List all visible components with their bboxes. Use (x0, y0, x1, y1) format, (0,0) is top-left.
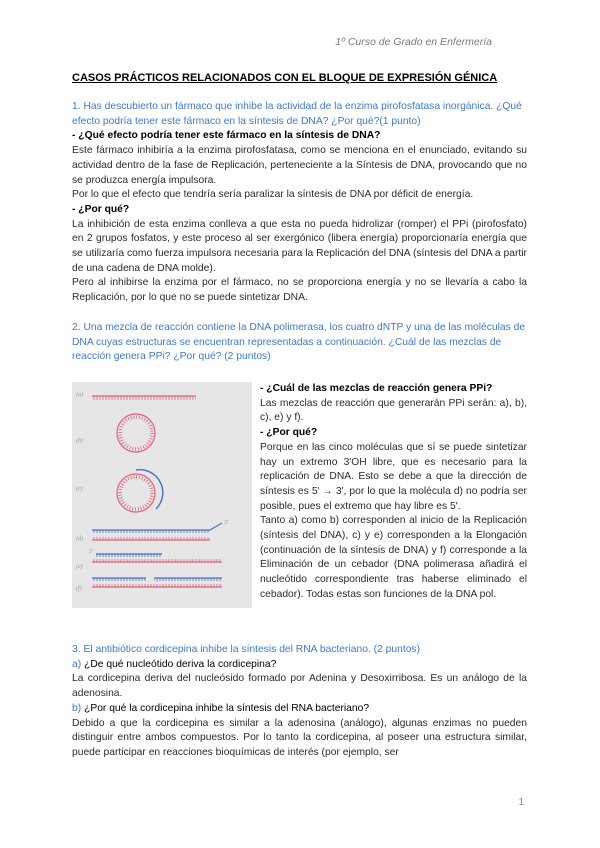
q2-answer-why: Porque en las cinco moléculas que sí se puede sintetizar hay un extremo 3'OH libre, que es necesario para la replicación de DNA. Esto se debe a que la dirección de síntesis es 5' → 3', por lo que la molécula d) no podría ser posible, pues el extremo que hay libre es 5'. (260, 441, 527, 512)
strand-f-top-left-bases (92, 578, 146, 581)
question-1-section (72, 100, 527, 306)
strand-e-top-bases (96, 554, 162, 557)
q3-part-a-label: a) (72, 658, 82, 670)
q3-part-a-answer: La cordicepina deriva del nucleósido formado por Adenina y Desoxirribosa. Es un análogo de la adenosina. (72, 673, 527, 700)
strand-d-bottom-bases (92, 537, 210, 540)
end-5-label: 5' (89, 549, 94, 555)
document-title: CASOS PRÁCTICOS RELACIONADOS CON EL BLOQUE DE EXPRESIÓN GÉNICA (72, 72, 498, 84)
question-1-text: 1. Has descubierto un fármaco que inhibe la actividad de la enzima pirofosfatasa inorgánica. ¿Qué efecto podría tener este fármaco en la síntesis de DNA? ¿Por qué?(1 punto) (72, 101, 522, 127)
question-2-text: 2. Una mezcla de reacción contiene la DNA polimerasa, los cuatro dNTP y una de las moléculas de DNA cuyas estructuras se encuentran representadas a continuación. ¿Cuál de las mezclas de reacción genera PPi? ¿Por qué? (2 puntos) (72, 322, 526, 363)
q2-answer-why-detail: Tanto a) como b) corresponden al inicio de la Replicación (síntesis del DNA), c) y e) corresponden a la Elongación (continuación de la síntesis de DNA) y f) corresponde a la Eliminación de un cebador (DNA polimerasa añadirá el nucleótido correspondiente tras haberse eliminado el cebador). Todas estas son funciones de la DNA pol. (260, 515, 527, 600)
primer-strand-c (136, 470, 163, 509)
label-b: (b) (76, 438, 83, 444)
q2-subquestion-why: - ¿Por qué? (260, 427, 318, 439)
strand-d-overhang (210, 523, 222, 530)
q1-subquestion-why: - ¿Por qué? (72, 203, 130, 215)
label-d: (d) (76, 536, 83, 542)
question-2-section (72, 321, 527, 365)
q3-part-b (72, 702, 527, 717)
page-header: 1º Curso de Grado en Enfermería (335, 36, 492, 48)
question-2-answer (260, 382, 527, 603)
label-f: (f) (76, 586, 82, 592)
dna-structures-diagram (72, 382, 252, 608)
label-a: (a) (76, 392, 83, 398)
label-e: (e) (76, 564, 83, 570)
q3-part-a (72, 658, 527, 673)
strand-f-top-right-bases (154, 578, 222, 581)
circular-dna-c (117, 474, 155, 512)
q2-subquestion-which: - ¿Cuál de las mezclas de reacción genera PPi? (260, 383, 493, 394)
q1-answer-why: La inhibición de esta enzima conlleva a que esta no pueda hidrolizar (romper) el PPi (pirofosfato) en 2 grupos fosfatos, y este proceso al ser exergónico (libera energía) proporcionaría energía que se utilizaría como fuerza impulsora necesaria para la Replicación del DNA (síntesis del DNA a partir de una cadena de DNA molde). (72, 218, 527, 274)
q1-subquestion-effect: - ¿Qué efecto podría tener este fármaco en la síntesis de DNA? (72, 130, 381, 142)
strand-f-bottom-bases (92, 584, 222, 587)
q3-part-b-question: ¿Por qué la cordicepina inhibe la síntesis del RNA bacteriano? (84, 702, 370, 714)
strand-d-top-bases (92, 530, 210, 533)
circular-dna-b (117, 414, 155, 452)
q1-answer-effect-conclusion: Por lo que el efecto que tendría sería paralizar la síntesis de DNA por déficit de energía. (72, 189, 474, 201)
end-3-label: 3' (224, 520, 229, 526)
question-3-text: 3. El antibiótico cordicepina inhibe la síntesis del RNA bacteriano. (2 puntos) (72, 644, 421, 655)
dna-structures-figure (72, 382, 252, 608)
circular-dna-c-bases (120, 477, 152, 509)
q2-answer-which: Las mezclas de reacción que generarán PPi serán: a), b), c), e) y f). (260, 397, 527, 424)
q1-answer-why-conclusion: Pero al inhibirse la enzima por el fármaco, no se proporciona energía y no se llevaría a cabo la Replicación, por lo que no se puede sintetizar DNA. (72, 277, 527, 304)
page-number: 1 (518, 797, 524, 808)
q1-answer-effect: Este fármaco inhibiría a la enzima pirofosfatasa, como se menciona en el enunciado, evitando su actividad dentro de la fase de Replicación, perteneciente a la Síntesis de DNA, provocando que no se produzca energía impulsora. (72, 145, 527, 186)
q3-part-b-answer: Debido a que la cordicepina es similar a la adenosina (análogo), algunas enzimas no pueden distinguir entre ambos compuestos. Por lo tanto la cordicepina, al poseer una estructura similar, puede participar en reacciones bioquímicas de interés (por ejemplo, ser (72, 717, 527, 758)
strand-a-bases (92, 396, 196, 400)
q3-part-b-label: b) (72, 702, 82, 714)
label-c: (c) (76, 486, 83, 492)
strand-e-bottom-bases (92, 559, 222, 562)
q3-part-a-question: ¿De qué nucleótido deriva la cordicepina? (84, 658, 277, 670)
circular-dna-b-bases (120, 417, 152, 449)
question-3-section (72, 643, 527, 761)
